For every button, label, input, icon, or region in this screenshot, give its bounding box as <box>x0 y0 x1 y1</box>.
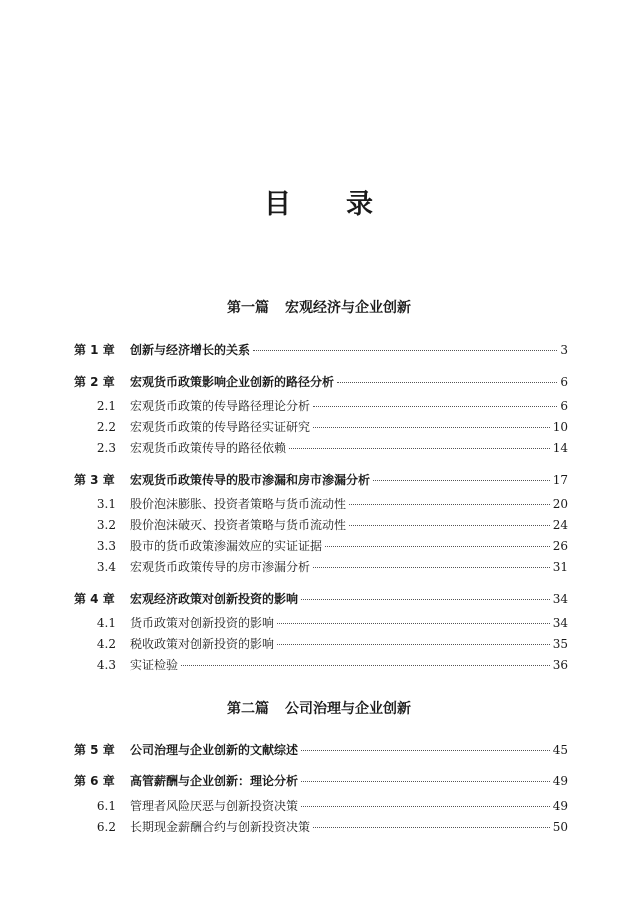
chapter-number: 第 2 章 <box>74 375 115 389</box>
page-number: 50 <box>552 820 568 834</box>
dot-leader <box>349 504 550 505</box>
section-title: 税收政策对创新投资的影响 <box>130 637 275 651</box>
toc-section-2-1[interactable] <box>74 397 568 417</box>
title-char-right: 录 <box>346 189 374 220</box>
page-number: 45 <box>552 743 568 757</box>
part-name: 宏观经济与企业创新 <box>285 300 411 316</box>
page-number: 34 <box>552 616 568 630</box>
section-number: 4.2 <box>96 637 116 651</box>
section-title: 宏观货币政策传导的路径依赖 <box>130 441 287 455</box>
section-title: 股价泡沫破灭、投资者策略与货币流动性 <box>130 518 347 532</box>
section-title: 货币政策对创新投资的影响 <box>130 616 275 630</box>
toc-chapter-6[interactable] <box>74 772 568 792</box>
page-number: 10 <box>552 420 568 434</box>
section-number: 4.1 <box>96 616 116 630</box>
toc-section-3-4[interactable] <box>74 558 568 578</box>
chapter-title: 宏观货币政策影响企业创新的路径分析 <box>130 375 335 389</box>
page-number: 34 <box>552 592 568 606</box>
section-title: 股价泡沫膨胀、投资者策略与货币流动性 <box>130 497 347 511</box>
chapter-title: 高管薪酬与企业创新：理论分析 <box>130 774 299 788</box>
chapter-title: 宏观经济政策对创新投资的影响 <box>130 592 299 606</box>
chapter-title: 创新与经济增长的关系 <box>130 343 251 357</box>
toc-chapter-1[interactable] <box>74 341 568 361</box>
chapter-number: 第 3 章 <box>74 473 115 487</box>
dot-leader <box>313 427 550 428</box>
section-number: 6.2 <box>96 820 116 834</box>
section-number: 4.3 <box>96 658 116 672</box>
section-number: 2.1 <box>96 399 116 413</box>
chapter-number: 第 4 章 <box>74 592 115 606</box>
page-title <box>0 182 638 221</box>
dot-leader <box>301 781 550 782</box>
part-number: 第二篇 <box>227 701 269 717</box>
toc-chapter-4[interactable] <box>74 590 568 610</box>
chapter-title: 宏观货币政策传导的股市渗漏和房市渗漏分析 <box>130 473 371 487</box>
toc-section-4-2[interactable] <box>74 635 568 655</box>
section-title: 股市的货币政策渗漏效应的实证证据 <box>130 539 323 553</box>
dot-leader <box>325 546 550 547</box>
page-number: 6 <box>560 375 568 389</box>
page-number: 20 <box>552 497 568 511</box>
part-number: 第一篇 <box>227 300 269 316</box>
page-number: 49 <box>552 799 568 813</box>
section-number: 3.3 <box>96 539 116 553</box>
chapter-number: 第 1 章 <box>74 343 115 357</box>
dot-leader <box>301 750 550 751</box>
page-number: 36 <box>552 658 568 672</box>
toc-section-3-3[interactable] <box>74 537 568 557</box>
page-number: 49 <box>552 774 568 788</box>
toc-section-6-2[interactable] <box>74 818 568 838</box>
section-number: 6.1 <box>96 799 116 813</box>
page-number: 35 <box>552 637 568 651</box>
toc-section-2-2[interactable] <box>74 418 568 438</box>
section-title: 宏观货币政策的传导路径理论分析 <box>130 399 311 413</box>
dot-leader <box>313 406 557 407</box>
page-number: 6 <box>560 399 568 413</box>
section-number: 3.4 <box>96 560 116 574</box>
section-number: 2.2 <box>96 420 116 434</box>
part-heading-1 <box>0 297 638 317</box>
dot-leader <box>349 525 550 526</box>
part-heading-2 <box>0 698 638 718</box>
section-title: 实证检验 <box>130 658 179 672</box>
toc-section-4-1[interactable] <box>74 614 568 634</box>
dot-leader <box>301 806 550 807</box>
section-title: 宏观货币政策传导的房市渗漏分析 <box>130 560 311 574</box>
page-number: 26 <box>552 539 568 553</box>
chapter-number: 第 5 章 <box>74 743 115 757</box>
page-number: 24 <box>552 518 568 532</box>
section-number: 2.3 <box>96 441 116 455</box>
toc-chapter-3[interactable] <box>74 471 568 491</box>
dot-leader <box>277 644 550 645</box>
section-number: 3.1 <box>96 497 116 511</box>
section-title: 宏观货币政策的传导路径实证研究 <box>130 420 311 434</box>
page-number: 3 <box>560 343 568 357</box>
toc-section-4-3[interactable] <box>74 656 568 676</box>
part-name: 公司治理与企业创新 <box>285 701 411 717</box>
toc-section-6-1[interactable] <box>74 797 568 817</box>
dot-leader <box>313 567 550 568</box>
dot-leader <box>337 382 557 383</box>
toc-chapter-2[interactable] <box>74 373 568 393</box>
page-number: 14 <box>552 441 568 455</box>
toc-chapter-5[interactable] <box>74 741 568 761</box>
chapter-number: 第 6 章 <box>74 774 115 788</box>
toc-section-2-3[interactable] <box>74 439 568 459</box>
dot-leader <box>277 623 550 624</box>
dot-leader <box>301 599 550 600</box>
dot-leader <box>373 480 550 481</box>
section-title: 管理者风险厌恶与创新投资决策 <box>130 799 299 813</box>
page-number: 31 <box>552 560 568 574</box>
section-number: 3.2 <box>96 518 116 532</box>
page-number: 17 <box>552 473 568 487</box>
dot-leader <box>253 350 557 351</box>
dot-leader <box>181 665 550 666</box>
chapter-title: 公司治理与企业创新的文献综述 <box>130 743 299 757</box>
section-title: 长期现金薪酬合约与创新投资决策 <box>130 820 311 834</box>
dot-leader <box>313 827 550 828</box>
toc-section-3-1[interactable] <box>74 495 568 515</box>
toc-section-3-2[interactable] <box>74 516 568 536</box>
dot-leader <box>289 448 550 449</box>
title-char-left: 目 <box>264 189 292 220</box>
